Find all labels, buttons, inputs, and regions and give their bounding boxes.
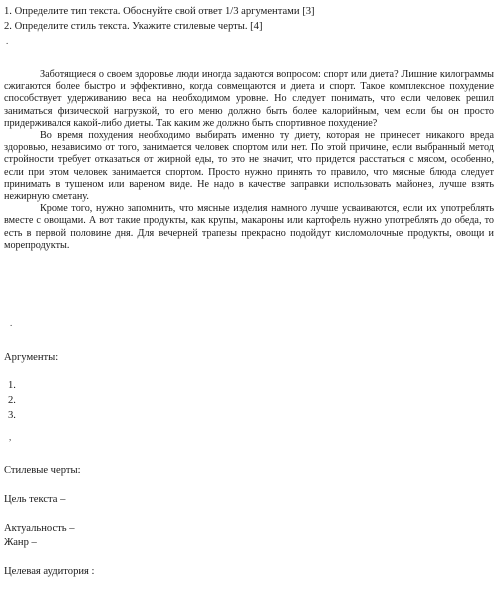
stray-mark: . bbox=[6, 36, 9, 46]
argument-1: 1. bbox=[8, 380, 16, 391]
stray-mark: . bbox=[10, 318, 13, 328]
passage-paragraph-3: Кроме того, нужно запомнить, что мясные изделия намного лучше усваиваются, если их употреблять вместе с овощами. А вот такие продукты, как крупы, макароны или картофель нужно употреблять до обеда, то есть в первой половине дня. Для вечерней трапезы прекрасно подойдут кисломолочные продукты, овощи и морепродукты. bbox=[4, 203, 494, 251]
style-features-label: Стилевые черты: bbox=[4, 465, 81, 476]
argument-3: 3. bbox=[8, 410, 16, 421]
task-2: 2. Определите стиль текста. Укажите стилевые черты. [4] bbox=[4, 21, 263, 32]
task-1: 1. Определите тип текста. Обоснуйте свой ответ 1/3 аргументами [3] bbox=[4, 6, 315, 17]
relevance-label: Актуальность – bbox=[4, 523, 75, 534]
argument-2: 2. bbox=[8, 395, 16, 406]
target-audience-label: Целевая аудитория : bbox=[4, 566, 95, 577]
stray-mark: , bbox=[9, 432, 12, 442]
purpose-label: Цель текста – bbox=[4, 494, 66, 505]
passage-paragraph-1: Заботящиеся о своем здоровье люди иногда задаются вопросом: спорт или диета? Лишние килограммы сжигаются более быстро и эффективно, когда совмещаются и диета и спорт. Такое комплексное похудение способствует удерживанию веса на необходимом уровне. Но следует понимать, что если человек решил заниматься физической нагрузкой, то его меню должно быть более калорийным, чем если бы он просто придерживался какой-либо диеты. Так каким же должно быть спортивное похудение? bbox=[4, 69, 494, 129]
arguments-label: Аргументы: bbox=[4, 352, 59, 363]
reading-passage bbox=[4, 69, 494, 252]
passage-paragraph-2: Во время похудения необходимо выбирать именно ту диету, которая не принесет никакого вреда здоровью, независимо от того, занимается человек спортом или нет. По этой причине, если выбранный метод стройности требует отказаться от жирной еды, то это не значит, что придется расстаться с мясом, особенно, если при этом человек занимается спортом. Просто нужно принять то правило, что мясные блюда следует принимать в тушеном или вареном виде. Не надо в качестве заправки использовать майонез, лучше взять нежирную сметану. bbox=[4, 130, 494, 203]
genre-label: Жанр – bbox=[4, 537, 37, 548]
